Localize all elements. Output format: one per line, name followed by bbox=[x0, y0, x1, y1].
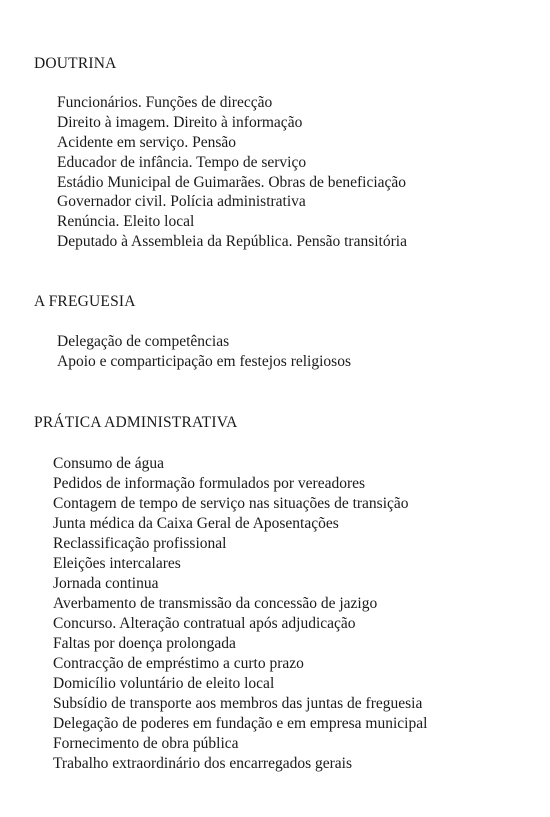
list-item: Subsídio de transporte aos membros das juntas de freguesia bbox=[53, 695, 423, 712]
list-item: Eleições intercalares bbox=[53, 555, 181, 572]
list-item: Fornecimento de obra pública bbox=[53, 735, 239, 752]
list-item: Jornada continua bbox=[53, 575, 159, 592]
list-item: Domicílio voluntário de eleito local bbox=[53, 675, 275, 692]
list-item: Trabalho extraordinário dos encarregados gerais bbox=[53, 755, 352, 772]
list-item: Apoio e comparticipação em festejos religiosos bbox=[57, 352, 351, 370]
list-item: Acidente em serviço. Pensão bbox=[57, 133, 237, 151]
section-heading: A FREGUESIA bbox=[34, 293, 136, 310]
list-item: Renúncia. Eleito local bbox=[57, 213, 195, 231]
list-item: Reclassificação profissional bbox=[53, 535, 227, 552]
section-item-list bbox=[57, 93, 407, 252]
list-item: Faltas por doença prolongada bbox=[53, 635, 236, 652]
section-heading: DOUTRINA bbox=[34, 55, 117, 72]
list-item: Averbamento de transmissão da concessão de jazigo bbox=[53, 595, 378, 612]
list-item: Delegação de poderes em fundação e em empresa municipal bbox=[53, 715, 428, 732]
list-item: Consumo de água bbox=[53, 455, 165, 472]
list-item: Concurso. Alteração contratual após adjudicação bbox=[53, 615, 356, 632]
list-item: Governador civil. Polícia administrativa bbox=[57, 193, 306, 211]
section-item-list bbox=[53, 454, 427, 774]
list-item: Educador de infância. Tempo de serviço bbox=[57, 153, 307, 171]
list-item: Contagem de tempo de serviço nas situações de transição bbox=[53, 495, 409, 512]
list-item: Pedidos de informação formulados por vereadores bbox=[53, 475, 366, 492]
list-item: Direito à imagem. Direito à informação bbox=[57, 113, 303, 131]
list-item: Junta médica da Caixa Geral de Aposentações bbox=[53, 515, 339, 532]
section-item-list bbox=[57, 332, 351, 372]
list-item: Delegação de competências bbox=[57, 333, 230, 350]
list-item: Contracção de empréstimo a curto prazo bbox=[53, 655, 304, 672]
section-heading: PRÁTICA ADMINISTRATIVA bbox=[34, 414, 238, 431]
list-item: Deputado à Assembleia da República. Pensão transitória bbox=[57, 233, 407, 251]
list-item: Funcionários. Funções de direcção bbox=[57, 94, 273, 111]
list-item: Estádio Municipal de Guimarães. Obras de beneficiação bbox=[57, 173, 407, 191]
